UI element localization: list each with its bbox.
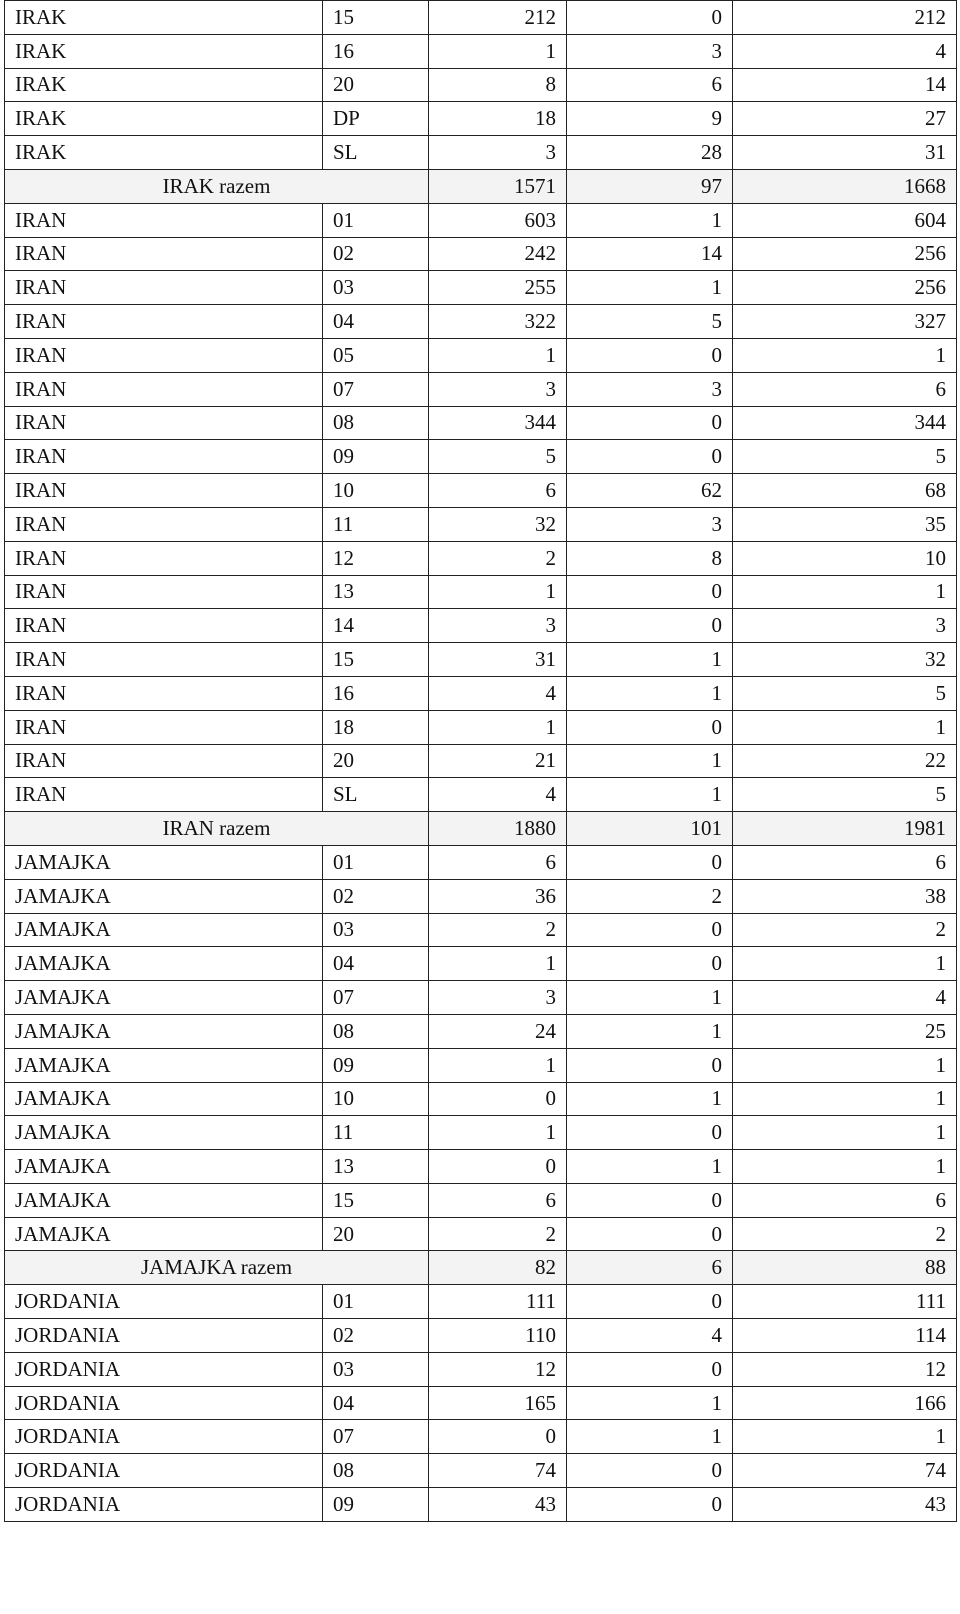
total-cell: 25 [733,1014,957,1048]
code-cell: 07 [323,981,429,1015]
country-cell: IRAN [5,338,323,372]
value-a-cell: 74 [429,1454,567,1488]
country-cell: JORDANIA [5,1454,323,1488]
table-row [5,778,957,812]
country-cell: IRAN [5,406,323,440]
subtotal-row [5,169,957,203]
total-cell: 1 [733,1082,957,1116]
code-cell: 09 [323,1488,429,1522]
country-cell: JORDANIA [5,1285,323,1319]
table-row [5,1319,957,1353]
country-cell: JAMAJKA [5,947,323,981]
total-cell: 111 [733,1285,957,1319]
table-row [5,338,957,372]
country-cell: JORDANIA [5,1386,323,1420]
total-cell: 2 [733,1217,957,1251]
subtotal-row [5,1251,957,1285]
value-b-cell: 4 [567,1319,733,1353]
value-b-cell: 0 [567,1048,733,1082]
total-cell: 1 [733,338,957,372]
value-a-cell: 0 [429,1150,567,1184]
table-row [5,1183,957,1217]
country-cell: IRAN [5,541,323,575]
country-cell: IRAK [5,34,323,68]
value-a-cell: 18 [429,102,567,136]
code-cell: 03 [323,913,429,947]
code-cell: 13 [323,1150,429,1184]
code-cell: 05 [323,338,429,372]
total-cell: 166 [733,1386,957,1420]
table-row [5,271,957,305]
country-cell: IRAN [5,575,323,609]
total-cell: 12 [733,1352,957,1386]
value-b-cell: 0 [567,1454,733,1488]
table-row [5,1082,957,1116]
value-a-cell: 3 [429,136,567,170]
total-cell: 27 [733,102,957,136]
total-cell: 6 [733,372,957,406]
country-cell: JORDANIA [5,1352,323,1386]
table-row [5,440,957,474]
value-b-cell: 1 [567,1014,733,1048]
code-cell: 03 [323,1352,429,1386]
country-cell: IRAN [5,474,323,508]
total-cell: 31 [733,136,957,170]
code-cell: 15 [323,1183,429,1217]
value-b-cell: 1 [567,1082,733,1116]
total-cell: 6 [733,845,957,879]
total-cell: 114 [733,1319,957,1353]
value-a-cell: 3 [429,609,567,643]
value-b-cell: 101 [567,812,733,846]
code-cell: 02 [323,237,429,271]
table-row [5,981,957,1015]
table-row [5,1386,957,1420]
value-b-cell: 0 [567,947,733,981]
value-b-cell: 8 [567,541,733,575]
value-b-cell: 3 [567,507,733,541]
value-a-cell: 82 [429,1251,567,1285]
value-a-cell: 2 [429,541,567,575]
value-a-cell: 6 [429,474,567,508]
table-row [5,102,957,136]
country-cell: JAMAJKA [5,879,323,913]
code-cell: 14 [323,609,429,643]
value-b-cell: 5 [567,305,733,339]
subtotal-label: JAMAJKA razem [5,1251,429,1285]
value-b-cell: 6 [567,1251,733,1285]
code-cell: 09 [323,440,429,474]
country-cell: JAMAJKA [5,845,323,879]
country-cell: IRAN [5,643,323,677]
code-cell: 11 [323,507,429,541]
total-cell: 1668 [733,169,957,203]
table-row [5,744,957,778]
value-a-cell: 111 [429,1285,567,1319]
value-b-cell: 6 [567,68,733,102]
country-cell: IRAN [5,372,323,406]
code-cell: SL [323,136,429,170]
value-b-cell: 97 [567,169,733,203]
subtotal-label: IRAN razem [5,812,429,846]
value-b-cell: 1 [567,676,733,710]
code-cell: 08 [323,406,429,440]
value-a-cell: 32 [429,507,567,541]
value-a-cell: 3 [429,372,567,406]
total-cell: 256 [733,237,957,271]
total-cell: 344 [733,406,957,440]
total-cell: 604 [733,203,957,237]
value-b-cell: 14 [567,237,733,271]
value-a-cell: 2 [429,913,567,947]
value-a-cell: 2 [429,1217,567,1251]
total-cell: 5 [733,676,957,710]
country-cell: IRAN [5,305,323,339]
total-cell: 4 [733,981,957,1015]
code-cell: 04 [323,305,429,339]
country-cell: IRAN [5,744,323,778]
value-a-cell: 21 [429,744,567,778]
value-a-cell: 43 [429,1488,567,1522]
code-cell: 04 [323,947,429,981]
value-b-cell: 2 [567,879,733,913]
value-b-cell: 0 [567,1488,733,1522]
table-row [5,845,957,879]
code-cell: 01 [323,845,429,879]
code-cell: 07 [323,372,429,406]
value-b-cell: 0 [567,1183,733,1217]
table-row [5,710,957,744]
value-b-cell: 62 [567,474,733,508]
country-cell: JAMAJKA [5,1183,323,1217]
total-cell: 10 [733,541,957,575]
value-a-cell: 1571 [429,169,567,203]
value-a-cell: 1 [429,338,567,372]
table-row [5,1217,957,1251]
country-cell: IRAN [5,203,323,237]
value-b-cell: 0 [567,406,733,440]
table-row [5,34,957,68]
table-row [5,372,957,406]
code-cell: 02 [323,879,429,913]
value-a-cell: 255 [429,271,567,305]
value-a-cell: 322 [429,305,567,339]
statistics-table [4,0,957,1522]
value-a-cell: 24 [429,1014,567,1048]
total-cell: 35 [733,507,957,541]
table-row [5,1454,957,1488]
value-a-cell: 5 [429,440,567,474]
value-a-cell: 1 [429,947,567,981]
code-cell: 08 [323,1014,429,1048]
value-a-cell: 1880 [429,812,567,846]
value-a-cell: 242 [429,237,567,271]
table-row [5,507,957,541]
value-b-cell: 0 [567,338,733,372]
code-cell: 07 [323,1420,429,1454]
country-cell: JAMAJKA [5,913,323,947]
value-b-cell: 1 [567,981,733,1015]
code-cell: 01 [323,1285,429,1319]
code-cell: SL [323,778,429,812]
total-cell: 68 [733,474,957,508]
total-cell: 4 [733,34,957,68]
value-a-cell: 4 [429,676,567,710]
country-cell: JORDANIA [5,1420,323,1454]
code-cell: 15 [323,643,429,677]
value-b-cell: 1 [567,744,733,778]
table-row [5,136,957,170]
value-a-cell: 1 [429,710,567,744]
country-cell: IRAN [5,778,323,812]
value-a-cell: 165 [429,1386,567,1420]
table-row [5,1420,957,1454]
value-b-cell: 1 [567,271,733,305]
table-row [5,1014,957,1048]
subtotal-row [5,812,957,846]
total-cell: 1 [733,1420,957,1454]
table-row [5,879,957,913]
code-cell: 20 [323,744,429,778]
country-cell: IRAN [5,507,323,541]
table-row [5,1116,957,1150]
code-cell: 08 [323,1454,429,1488]
country-cell: IRAN [5,440,323,474]
code-cell: 13 [323,575,429,609]
table-row [5,68,957,102]
table-row [5,1285,957,1319]
value-a-cell: 110 [429,1319,567,1353]
code-cell: 01 [323,203,429,237]
country-cell: IRAN [5,710,323,744]
total-cell: 1 [733,1150,957,1184]
table-row [5,1150,957,1184]
code-cell: 04 [323,1386,429,1420]
country-cell: JORDANIA [5,1319,323,1353]
table-row [5,406,957,440]
country-cell: IRAN [5,609,323,643]
value-b-cell: 0 [567,440,733,474]
total-cell: 5 [733,778,957,812]
country-cell: IRAK [5,1,323,35]
code-cell: 15 [323,1,429,35]
table-row [5,474,957,508]
value-a-cell: 31 [429,643,567,677]
value-a-cell: 36 [429,879,567,913]
total-cell: 1 [733,575,957,609]
value-b-cell: 0 [567,1,733,35]
value-b-cell: 3 [567,34,733,68]
value-b-cell: 0 [567,609,733,643]
table-row [5,1048,957,1082]
country-cell: IRAN [5,271,323,305]
value-a-cell: 4 [429,778,567,812]
value-b-cell: 1 [567,203,733,237]
country-cell: JAMAJKA [5,1116,323,1150]
value-a-cell: 344 [429,406,567,440]
value-b-cell: 3 [567,372,733,406]
code-cell: 03 [323,271,429,305]
value-b-cell: 1 [567,1386,733,1420]
total-cell: 38 [733,879,957,913]
value-b-cell: 1 [567,643,733,677]
country-cell: IRAN [5,237,323,271]
total-cell: 212 [733,1,957,35]
value-b-cell: 1 [567,1150,733,1184]
value-b-cell: 9 [567,102,733,136]
table-row [5,913,957,947]
value-a-cell: 0 [429,1082,567,1116]
value-a-cell: 1 [429,1048,567,1082]
code-cell: 11 [323,1116,429,1150]
value-b-cell: 0 [567,1285,733,1319]
country-cell: JAMAJKA [5,1082,323,1116]
value-a-cell: 1 [429,34,567,68]
total-cell: 256 [733,271,957,305]
value-b-cell: 0 [567,1352,733,1386]
table-row [5,1352,957,1386]
total-cell: 43 [733,1488,957,1522]
total-cell: 6 [733,1183,957,1217]
code-cell: 10 [323,474,429,508]
value-a-cell: 12 [429,1352,567,1386]
country-cell: IRAK [5,102,323,136]
total-cell: 327 [733,305,957,339]
value-a-cell: 6 [429,1183,567,1217]
total-cell: 2 [733,913,957,947]
table-row [5,1,957,35]
code-cell: 16 [323,34,429,68]
value-a-cell: 603 [429,203,567,237]
value-b-cell: 0 [567,710,733,744]
value-b-cell: 0 [567,1116,733,1150]
value-b-cell: 0 [567,913,733,947]
value-a-cell: 1 [429,1116,567,1150]
code-cell: DP [323,102,429,136]
country-cell: JAMAJKA [5,981,323,1015]
total-cell: 74 [733,1454,957,1488]
total-cell: 1 [733,710,957,744]
code-cell: 09 [323,1048,429,1082]
value-b-cell: 0 [567,845,733,879]
total-cell: 1 [733,1116,957,1150]
country-cell: JORDANIA [5,1488,323,1522]
country-cell: IRAK [5,136,323,170]
code-cell: 02 [323,1319,429,1353]
code-cell: 10 [323,1082,429,1116]
country-cell: JAMAJKA [5,1217,323,1251]
code-cell: 18 [323,710,429,744]
total-cell: 1981 [733,812,957,846]
value-a-cell: 0 [429,1420,567,1454]
value-a-cell: 212 [429,1,567,35]
total-cell: 3 [733,609,957,643]
value-a-cell: 1 [429,575,567,609]
total-cell: 1 [733,947,957,981]
value-a-cell: 6 [429,845,567,879]
total-cell: 32 [733,643,957,677]
country-cell: JAMAJKA [5,1014,323,1048]
total-cell: 14 [733,68,957,102]
table-body [5,1,957,1522]
value-a-cell: 3 [429,981,567,1015]
value-b-cell: 0 [567,575,733,609]
value-a-cell: 8 [429,68,567,102]
total-cell: 5 [733,440,957,474]
value-b-cell: 0 [567,1217,733,1251]
table-row [5,1488,957,1522]
table-row [5,237,957,271]
code-cell: 12 [323,541,429,575]
value-b-cell: 28 [567,136,733,170]
total-cell: 88 [733,1251,957,1285]
table-row [5,203,957,237]
value-b-cell: 1 [567,1420,733,1454]
code-cell: 20 [323,68,429,102]
country-cell: JAMAJKA [5,1150,323,1184]
total-cell: 22 [733,744,957,778]
country-cell: IRAN [5,676,323,710]
table-row [5,947,957,981]
table-row [5,676,957,710]
table-row [5,575,957,609]
value-b-cell: 1 [567,778,733,812]
subtotal-label: IRAK razem [5,169,429,203]
code-cell: 20 [323,1217,429,1251]
table-row [5,541,957,575]
table-row [5,305,957,339]
total-cell: 1 [733,1048,957,1082]
country-cell: IRAK [5,68,323,102]
table-row [5,643,957,677]
table-row [5,609,957,643]
code-cell: 16 [323,676,429,710]
country-cell: JAMAJKA [5,1048,323,1082]
